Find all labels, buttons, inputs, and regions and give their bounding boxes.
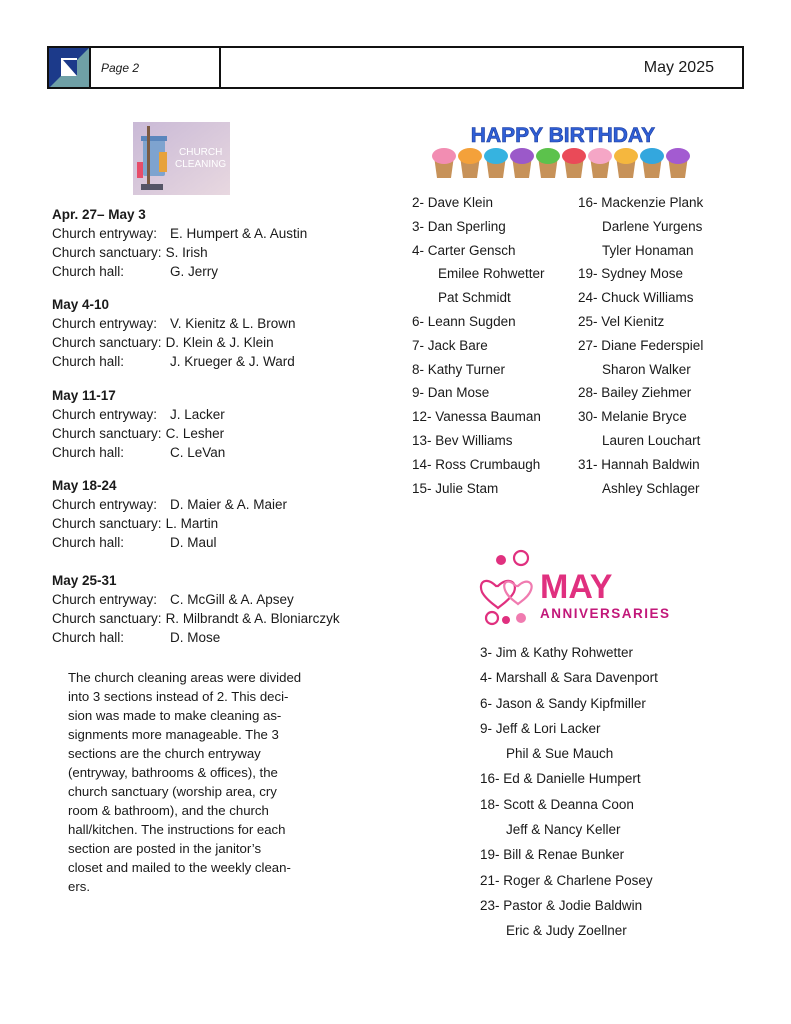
happy-birthday-banner	[430, 122, 696, 182]
anniversary-item: 4- Marshall & Sara Davenport	[480, 670, 658, 686]
note-line: ers.	[68, 879, 90, 894]
anniversary-item: Eric & Judy Zoellner	[506, 923, 627, 939]
birthday-item: 15- Julie Stam	[412, 480, 499, 496]
cleaning-week	[52, 386, 225, 462]
cleaning-image-line1: CHURCH	[179, 147, 223, 158]
sanctuary-names: C. Lesher	[165, 426, 225, 441]
birthday-item: 24- Chuck Williams	[578, 290, 694, 306]
cleaning-week	[52, 205, 307, 281]
anniversary-item: 6- Jason & Sandy Kipfmiller	[480, 695, 646, 711]
birthday-item: Pat Schmidt	[438, 290, 511, 306]
note-line: (entryway, bathrooms & offices), the	[68, 765, 278, 780]
cleaning-week	[52, 571, 340, 647]
birthday-item: Ashley Schlager	[602, 480, 700, 496]
newsletter-logo-icon	[49, 48, 91, 87]
anniversary-item: 16- Ed & Danielle Humpert	[480, 771, 641, 787]
birthday-item: 7- Jack Bare	[412, 337, 488, 353]
may-anniversaries-banner	[476, 548, 686, 628]
note-line: room & bathroom), and the church	[68, 803, 269, 818]
birthday-list-right	[578, 191, 703, 500]
cleaning-week	[52, 476, 287, 552]
note-line: church sanctuary (worship area, cry	[68, 784, 277, 799]
hall-names: J. Krueger & J. Ward	[170, 354, 295, 369]
sanctuary-label: Church sanctuary:	[52, 335, 162, 350]
anniversary-list	[480, 640, 658, 944]
hall-names: D. Mose	[170, 630, 221, 645]
birthday-banner-text: HAPPY BIRTHDAY	[470, 124, 656, 147]
birthday-item: 19- Sydney Mose	[578, 266, 684, 282]
page-number: Page 2	[91, 48, 221, 87]
issue-date: May 2025	[643, 58, 714, 76]
entryway-label: Church entryway:	[52, 407, 158, 422]
anniversary-item: 18- Scott & Deanna Coon	[480, 796, 634, 812]
sanctuary-label: Church sanctuary:	[52, 611, 162, 626]
anniversary-banner-small: ANNIVERSARIES	[540, 606, 671, 621]
birthday-item: 3- Dan Sperling	[412, 218, 506, 234]
birthday-item: 4- Carter Gensch	[412, 242, 516, 258]
anniversary-item: Jeff & Nancy Keller	[506, 822, 621, 838]
note-line: section are posted in the janitor’s	[68, 841, 262, 856]
entryway-label: Church entryway:	[52, 592, 158, 607]
week-title: May 25-31	[52, 573, 117, 588]
hall-names: C. LeVan	[170, 445, 226, 460]
week-title: May 18-24	[52, 478, 117, 493]
birthday-item: Darlene Yurgens	[602, 218, 703, 234]
hall-label: Church hall:	[52, 445, 125, 460]
birthday-item: 14- Ross Crumbaugh	[412, 456, 541, 472]
entryway-names: V. Kienitz & L. Brown	[170, 316, 296, 331]
birthday-item: Sharon Walker	[602, 361, 691, 377]
hall-label: Church hall:	[52, 630, 125, 645]
note-line: into 3 sections instead of 2. This deci-	[68, 689, 289, 704]
note-line: sections are the church entryway	[68, 746, 261, 761]
sanctuary-names: D. Klein & J. Klein	[165, 335, 274, 350]
birthday-item: 6- Leann Sugden	[412, 313, 516, 329]
week-title: May 11-17	[52, 388, 116, 403]
page-header	[47, 46, 744, 89]
entryway-names: C. McGill & A. Apsey	[170, 592, 294, 607]
entryway-label: Church entryway:	[52, 316, 158, 331]
birthday-item: 13- Bev Williams	[412, 432, 513, 448]
anniversary-item: 21- Roger & Charlene Posey	[480, 872, 653, 888]
hall-label: Church hall:	[52, 354, 125, 369]
sanctuary-label: Church sanctuary:	[52, 245, 162, 260]
hall-names: G. Jerry	[170, 264, 219, 279]
sanctuary-names: S. Irish	[165, 245, 208, 260]
entryway-names: E. Humpert & A. Austin	[170, 226, 308, 241]
birthday-item: 31- Hannah Baldwin	[578, 456, 700, 472]
cleaning-note	[68, 668, 318, 896]
note-line: signments more manageable. The 3	[68, 727, 279, 742]
entryway-names: J. Lacker	[170, 407, 225, 422]
birthday-list-left	[412, 191, 545, 500]
cupcakes-icon	[432, 148, 690, 178]
anniversary-item: 9- Jeff & Lori Lacker	[480, 720, 601, 736]
note-line: The church cleaning areas were divided	[68, 670, 302, 685]
entryway-label: Church entryway:	[52, 226, 158, 241]
birthday-item: 27- Diane Federspiel	[578, 337, 704, 353]
note-line: closet and mailed to the weekly clean-	[68, 860, 291, 875]
birthday-item: 28- Bailey Ziehmer	[578, 385, 692, 401]
birthday-item: Tyler Honaman	[602, 242, 694, 258]
hall-label: Church hall:	[52, 535, 125, 550]
cleaning-week	[52, 295, 296, 371]
sanctuary-names: R. Milbrandt & A. Bloniarczyk	[165, 611, 340, 626]
hall-label: Church hall:	[52, 264, 125, 279]
anniversary-banner-big: MAY	[540, 568, 613, 606]
entryway-names: D. Maier & A. Maier	[170, 497, 288, 512]
week-title: May 4-10	[52, 297, 110, 312]
birthday-item: Emilee Rohwetter	[438, 266, 545, 282]
birthday-item: 25- Vel Kienitz	[578, 313, 665, 329]
hearts-flowers-icon	[481, 551, 532, 624]
note-line: sion was made to make cleaning as-	[68, 708, 282, 723]
birthday-item: 2- Dave Klein	[412, 195, 494, 210]
anniversary-item: 23- Pastor & Jodie Baldwin	[480, 897, 643, 913]
anniversary-item: Phil & Sue Mauch	[506, 746, 614, 762]
sanctuary-label: Church sanctuary:	[52, 516, 162, 531]
anniversary-item: 3- Jim & Kathy Rohwetter	[480, 645, 634, 660]
church-cleaning-image	[133, 122, 230, 195]
note-line: hall/kitchen. The instructions for each	[68, 822, 286, 837]
week-title: Apr. 27– May 3	[52, 207, 146, 222]
birthday-item: 9- Dan Mose	[412, 385, 490, 401]
birthday-item: 8- Kathy Turner	[412, 361, 506, 377]
hall-names: D. Maul	[170, 535, 217, 550]
cleaning-image-line2: CLEANING	[175, 159, 227, 170]
anniversary-item: 19- Bill & Renae Bunker	[480, 847, 625, 863]
birthday-item: 16- Mackenzie Plank	[578, 195, 704, 210]
birthday-item: Lauren Louchart	[602, 432, 701, 448]
birthday-item: 30- Melanie Bryce	[578, 409, 687, 425]
sanctuary-names: L. Martin	[165, 516, 219, 531]
sanctuary-label: Church sanctuary:	[52, 426, 162, 441]
entryway-label: Church entryway:	[52, 497, 158, 512]
birthday-item: 12- Vanessa Bauman	[412, 409, 541, 425]
